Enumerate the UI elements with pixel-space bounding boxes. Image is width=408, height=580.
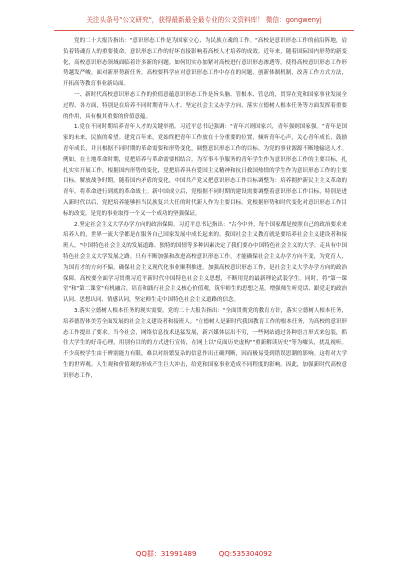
paragraph-point-3: 3.落实立德树人根本任务的现实需要。党的二十大报告指出："全面贯彻党的教育方针，落实立德树人根本任务，培养德智体美劳全面发展的社会主义建设者和接班人。"立德树人是新时代我国教育工作的根本任务，为高校的意识形态工作提出了要求。当今社会，网络信息技术迅猛发展，新兴媒体层出不穷，一些网站通过各种语言形式来包装，抓住大学生的好奇心理，用别有目的的方式进行宣传，在网上以"反面历史虚构""重新解读历史"等为噱头，扰乱视听。不少高校学生由于辨别能力有限，难以对纷繁复杂的信息作出正确判断，因而极易受到错误思潮的影响。这将对大学生的世界观、人生观和价值观的形成产生巨大冲击，给党和国家事业造成不同程度的影响。因此，加强新时代高校意识形态工作， — [63, 307, 347, 379]
paragraph-point-1: 1.党在不同时期培养青年人才的关键举措。习近平总书记强调："青年兴则国家兴，青年强则国家强。"青年是国家的未来，民族的希望。建党百年来，党始终把青年工作放在十分重要的位置，倾听青年心声，关心青年成长，鼓励青年成长，并且根据不同时期的革命需要和形势变化，调整意识形态工作的目标。为党的事业源源不断地输送人才。例如，在土地革命时期，党把培养与革命需要相结合，为军事斗争服务的青年学生作为意识形态工作的主要目标，扎扎实实开展工作，根据国内形势的变化，党把培养具有爱国主义精神和抗日救国热情的学生作为意识形态工作的主要目标。解放战争时期，随着国内矛盾的变化，中国共产党又把意识形态工作目标调整为：培养拥护新民主主义革命的青年，将革命进行到底的革命战士。新中国成立后，党根据不同时期的建设需要调整着意识形态工作目标，特别是进入新时代以后，党把培养能够担当民族复兴大任的时代新人作为主要目标。党根据形势和时代变化对意识形态工作目标的改变，是党的事业取得一个又一个成功的坚强保证。 — [63, 124, 347, 217]
document-body — [63, 36, 347, 544]
paragraph-intro: 党的二十大报告指出："意识形态工作是为国家立心、为民族立魂的工作。"高校是意识形态工作的前沿阵地，肩负着铸魂育人的重要使命。意识形态工作的好坏直接影响着高校人才培养的成效。近年来，随着国际国内形势的新变化，高校意识形态领域面临着许多新的问题。如何切实办加紧对高校进行意识形态渗透等。使得高校意识形态工作形势越发严峻。面对新形势新任务，高校要科学应对意识形态工作中存在的问题，创新体制机制，改善工作方式方法，开拓高等教育事业新局面。 — [63, 38, 347, 88]
header-divider — [54, 30, 354, 31]
footer-qq-group: QQ群：31991489 — [135, 550, 197, 558]
footer — [0, 548, 408, 560]
footer-qq: QQ:535304092 — [218, 550, 273, 558]
header-banner: 关注头条号"公文研究"，获得最新最全最专业的公文资料库！ 微信：gongwenyj — [86, 16, 322, 24]
paragraph-section-1: 一、新时代高校意识形态工作的价值意蕴意识形态工作是旨头脑、管根本、管总的，贯穿在党和国家事业发展全过程、各方面，特别是在培养不同时期青年人才、坚定社会主义办学方向、落实立德树人根本任务等方面发挥着重要的作用，具有极其重要的价值意蕴。 — [63, 91, 347, 120]
paragraph-point-2: 2.坚定社会主义大学办学方向的政治保障。习近平总书记指出："古今中外，每个国家都是按照自己的政治要求来培养人的，世界一流大学都是在服务自己国家发展中成长起来的。我国社会主义教育就是要培养社会主义建设者和接班人。"中国特色社会主义的发展道路、独特的国情等多种因素决定了我们要办中国特色社会主义的大学。走具有中国特色社会主义大学发展之路。只有不断加强和改进高校意识形态工作，才能确保社会主义办学方向不变，为党育人、为国育才的方向不偏，确保社会主义现代化事业顺利推进。加强高校意识形态工作，是社会主义大学办学方向的政治保障。高校要全面学习贯彻习近平新时代中国特色社会主义思想，不断用党的最新理论武装学生。同时，将"第一课堂"和"第二课堂"有机融合，培育和践行社会主义核心价值观，筑牢师生的思想之基，增强师生听党话、跟党走的政治认同、思想认同、情感认同，坚定师生走中国特色社会主义道路的信念。 — [63, 221, 347, 304]
